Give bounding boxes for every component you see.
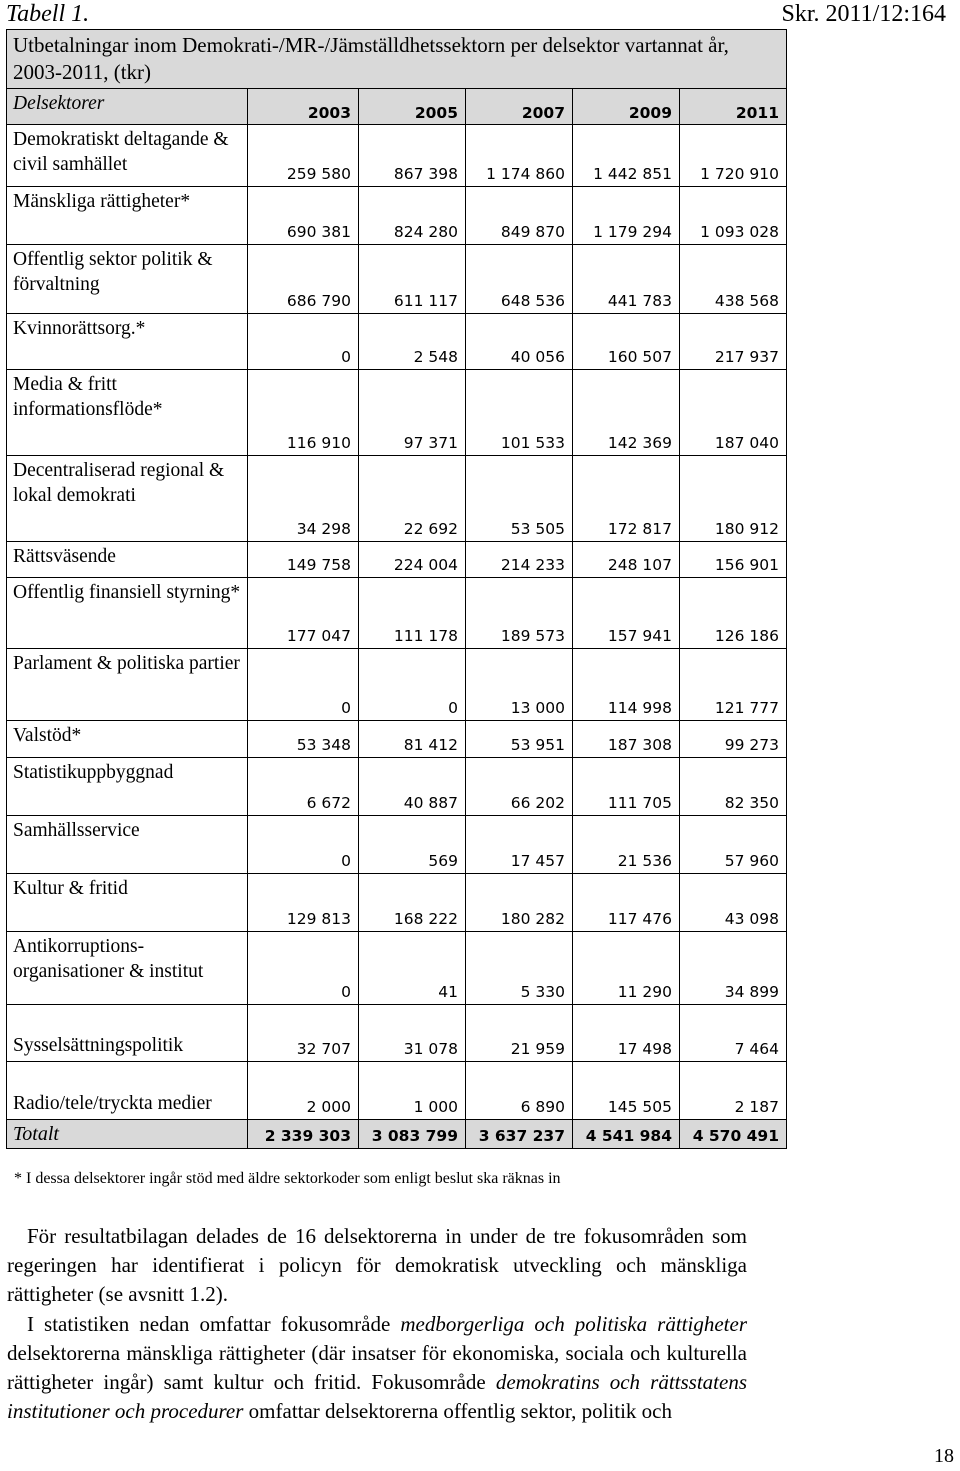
row-label: Samhällsservice (7, 816, 248, 874)
year-header: 2011 (680, 89, 787, 125)
value-cell: 142 369 (573, 370, 680, 456)
row-label: Statistikuppbyggnad (7, 758, 248, 816)
value-cell: 32 707 (248, 1005, 359, 1062)
value-cell: 0 (248, 816, 359, 874)
row-label: Kvinnorättsorg.* (7, 314, 248, 370)
value-cell: 53 348 (248, 721, 359, 758)
row-label: Rättsväsende (7, 542, 248, 578)
value-cell: 157 941 (573, 578, 680, 649)
value-cell: 34 899 (680, 932, 787, 1005)
row-label: Parlament & politiska partier (7, 649, 248, 721)
value-cell: 121 777 (680, 649, 787, 721)
table-row (7, 816, 787, 874)
value-cell: 214 233 (466, 542, 573, 578)
value-cell: 180 912 (680, 456, 787, 542)
table-row (7, 649, 787, 721)
value-cell: 824 280 (359, 187, 466, 245)
year-header: 2005 (359, 89, 466, 125)
value-cell: 867 398 (359, 125, 466, 187)
value-cell: 1 179 294 (573, 187, 680, 245)
value-cell: 82 350 (680, 758, 787, 816)
value-cell: 2 339 303 (248, 1120, 359, 1149)
value-cell: 6 890 (466, 1062, 573, 1120)
table-row (7, 245, 787, 314)
value-cell: 101 533 (466, 370, 573, 456)
value-cell: 57 960 (680, 816, 787, 874)
disbursement-table (6, 29, 787, 1149)
year-header: 2003 (248, 89, 359, 125)
value-cell: 248 107 (573, 542, 680, 578)
value-cell: 690 381 (248, 187, 359, 245)
value-cell: 0 (248, 932, 359, 1005)
value-cell: 1 442 851 (573, 125, 680, 187)
value-cell: 145 505 (573, 1062, 680, 1120)
row-label: Mänskliga rättigheter* (7, 187, 248, 245)
value-cell: 99 273 (680, 721, 787, 758)
value-cell: 648 536 (466, 245, 573, 314)
value-cell: 438 568 (680, 245, 787, 314)
table-row (7, 721, 787, 758)
value-cell: 53 505 (466, 456, 573, 542)
value-cell: 31 078 (359, 1005, 466, 1062)
value-cell: 0 (359, 649, 466, 721)
value-cell: 217 937 (680, 314, 787, 370)
value-cell: 114 998 (573, 649, 680, 721)
row-label: Media & fritt informationsflöde* (7, 370, 248, 456)
value-cell: 187 040 (680, 370, 787, 456)
row-label: Decentraliserad regional & lokal demokrati (7, 456, 248, 542)
value-cell: 5 330 (466, 932, 573, 1005)
table-total-row (7, 1120, 787, 1149)
value-cell: 156 901 (680, 542, 787, 578)
value-cell: 4 541 984 (573, 1120, 680, 1149)
value-cell: 21 536 (573, 816, 680, 874)
table-footnote: * I dessa delsektorer ingår stöd med äldre sektorkoder som enligt beslut ska räknas in (14, 1170, 561, 1187)
value-cell: 126 186 (680, 578, 787, 649)
table-row (7, 758, 787, 816)
value-cell: 0 (248, 649, 359, 721)
value-cell: 259 580 (248, 125, 359, 187)
value-cell: 97 371 (359, 370, 466, 456)
value-cell: 22 692 (359, 456, 466, 542)
value-cell: 3 083 799 (359, 1120, 466, 1149)
table-label: Tabell 1. (6, 1, 90, 27)
value-cell: 168 222 (359, 874, 466, 932)
table-row (7, 542, 787, 578)
table-row (7, 456, 787, 542)
table-header-row (7, 89, 787, 125)
table-row (7, 125, 787, 187)
value-cell: 6 672 (248, 758, 359, 816)
value-cell: 117 476 (573, 874, 680, 932)
value-cell: 111 178 (359, 578, 466, 649)
value-cell: 160 507 (573, 314, 680, 370)
value-cell: 441 783 (573, 245, 680, 314)
year-header: 2007 (466, 89, 573, 125)
row-label: Offentlig sektor politik & förvaltning (7, 245, 248, 314)
row-label: Totalt (7, 1120, 248, 1149)
document-reference: Skr. 2011/12:164 (781, 1, 946, 27)
row-label: Antikorruptions-organisationer & institut (7, 932, 248, 1005)
table-row (7, 578, 787, 649)
row-label: Valstöd* (7, 721, 248, 758)
year-header: 2009 (573, 89, 680, 125)
value-cell: 81 412 (359, 721, 466, 758)
value-cell: 611 117 (359, 245, 466, 314)
value-cell: 40 887 (359, 758, 466, 816)
table-title: Utbetalningar inom Demokrati-/MR-/Jämställdhetssektorn per delsektor vartannat år, 2003-2011, (tkr) (7, 30, 787, 89)
value-cell: 2 000 (248, 1062, 359, 1120)
value-cell: 189 573 (466, 578, 573, 649)
page-number: 18 (934, 1445, 954, 1467)
table-row (7, 874, 787, 932)
table-row (7, 1005, 787, 1062)
value-cell: 53 951 (466, 721, 573, 758)
row-label: Sysselsättningspolitik (7, 1005, 248, 1062)
row-label: Radio/tele/tryckta medier (7, 1062, 248, 1120)
value-cell: 17 498 (573, 1005, 680, 1062)
value-cell: 2 548 (359, 314, 466, 370)
value-cell: 129 813 (248, 874, 359, 932)
row-label: Kultur & fritid (7, 874, 248, 932)
value-cell: 172 817 (573, 456, 680, 542)
value-cell: 224 004 (359, 542, 466, 578)
paragraph-2: I statistiken nedan omfattar fokusområde medborgerliga och politiska rättigheter delsektorerna mänskliga rättigheter (där insatser för ekonomiska, sociala och kulturella rättigheter ingår) samt kultur och fritid. Fokusområde demokratins och rättsstatens institutioner och procedurer omfattar delsektorerna offentlig sektor, politik och (7, 1311, 747, 1424)
value-cell: 41 (359, 932, 466, 1005)
value-cell: 2 187 (680, 1062, 787, 1120)
value-cell: 4 570 491 (680, 1120, 787, 1149)
value-cell: 3 637 237 (466, 1120, 573, 1149)
value-cell: 187 308 (573, 721, 680, 758)
value-cell: 11 290 (573, 932, 680, 1005)
value-cell: 569 (359, 816, 466, 874)
value-cell: 180 282 (466, 874, 573, 932)
value-cell: 66 202 (466, 758, 573, 816)
value-cell: 43 098 (680, 874, 787, 932)
body-text (7, 1222, 747, 1426)
value-cell: 1 720 910 (680, 125, 787, 187)
value-cell: 849 870 (466, 187, 573, 245)
table-row (7, 314, 787, 370)
value-cell: 177 047 (248, 578, 359, 649)
value-cell: 40 056 (466, 314, 573, 370)
value-cell: 17 457 (466, 816, 573, 874)
value-cell: 13 000 (466, 649, 573, 721)
column-header-label: Delsektorer (7, 89, 248, 125)
table-row (7, 1062, 787, 1120)
value-cell: 7 464 (680, 1005, 787, 1062)
value-cell: 116 910 (248, 370, 359, 456)
value-cell: 1 000 (359, 1062, 466, 1120)
table-row (7, 187, 787, 245)
paragraph-1: För resultatbilagan delades de 16 delsektorerna in under de tre fokusområden som regeringen har identifierat i policyn för demokratisk utveckling och mänskliga rättigheter (se avsnitt 1.2). (7, 1224, 747, 1307)
value-cell: 1 093 028 (680, 187, 787, 245)
value-cell: 1 174 860 (466, 125, 573, 187)
table-row (7, 932, 787, 1005)
value-cell: 21 959 (466, 1005, 573, 1062)
value-cell: 149 758 (248, 542, 359, 578)
emphasis-term: medborgerliga och politiska rättigheter (400, 1311, 747, 1336)
row-label: Demokratiskt deltagande & civil samhället (7, 125, 248, 187)
value-cell: 686 790 (248, 245, 359, 314)
value-cell: 0 (248, 314, 359, 370)
value-cell: 34 298 (248, 456, 359, 542)
table-row (7, 370, 787, 456)
row-label: Offentlig finansiell styrning* (7, 578, 248, 649)
emphasis-term: demokratins och rättsstatens institutioner och procedurer (7, 1370, 747, 1424)
value-cell: 111 705 (573, 758, 680, 816)
